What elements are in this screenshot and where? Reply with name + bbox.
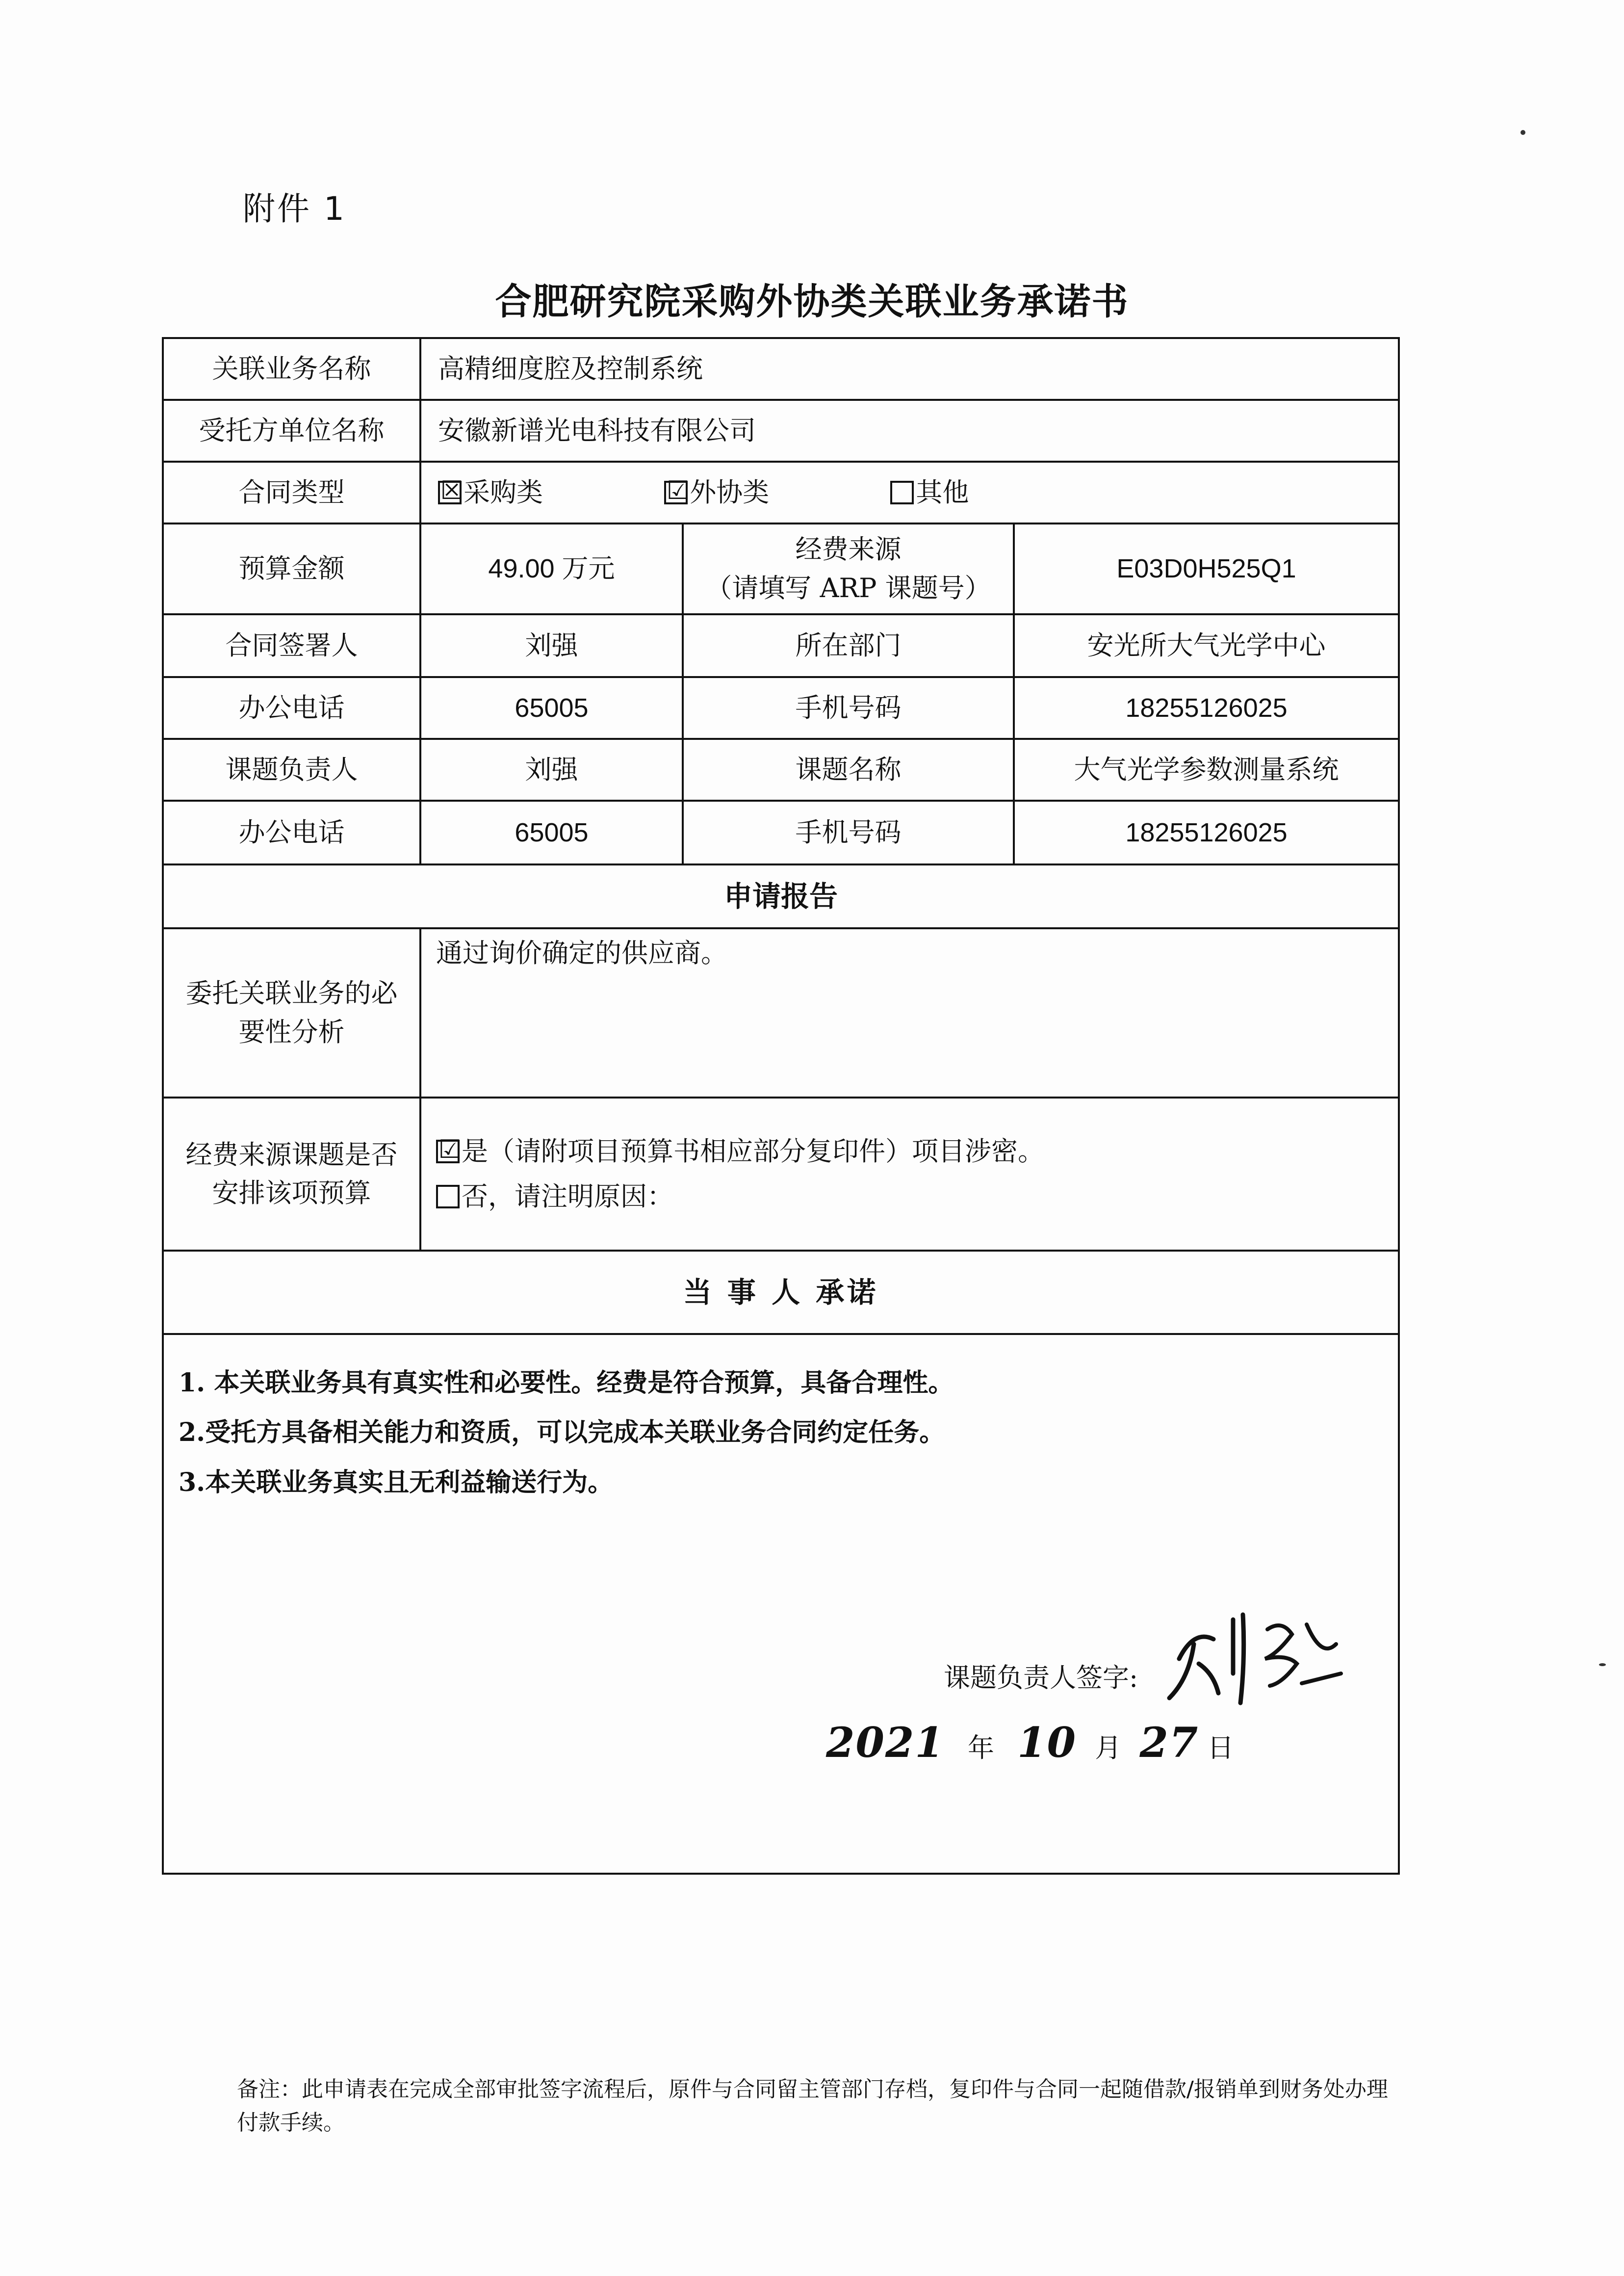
option-purchase[interactable] (438, 473, 543, 512)
department-label: 所在部门 (683, 614, 1014, 677)
budget-value: 49.00 万元 (420, 523, 683, 614)
pledge-item-2: 2.受托方具备相关能力和资质，可以完成本关联业务合同约定任务。 (179, 1417, 945, 1448)
signer-phone-row (163, 677, 1399, 739)
pledge-item-1: 1. 本关联业务具有真实性和必要性。经费是符合预算，具备合理性。 (179, 1368, 954, 1398)
purchase-checkbox[interactable] (438, 475, 464, 505)
contract-type-label: 合同类型 (163, 462, 420, 523)
contract-type-options (420, 462, 1399, 523)
signer-office-phone-value: 65005 (420, 677, 683, 739)
handwritten-signature (1160, 1600, 1346, 1718)
department-value: 安光所大气光学中心 (1014, 614, 1399, 677)
budget-row (163, 523, 1399, 614)
necessity-row (163, 928, 1399, 1098)
business-name-row (163, 338, 1399, 400)
entrusted-unit-row (163, 400, 1399, 462)
budget-yes-text: 是（请附项目预算书相应部分复印件）项目涉密。 (462, 1135, 1044, 1167)
budget-yes-option[interactable] (436, 1132, 1391, 1171)
fund-source-value: E03D0H525Q1 (1014, 523, 1399, 614)
necessity-analysis-label (163, 928, 420, 1098)
budget-no-text: 否，请注明原因： (462, 1181, 673, 1212)
entrusted-unit-value: 安徽新谱光电科技有限公司 (420, 400, 1399, 462)
leader-mobile-value: 18255126025 (1014, 801, 1399, 864)
signer-label: 合同签署人 (163, 614, 420, 677)
purchase-label: 采购类 (464, 476, 543, 508)
budget-arrangement-row (163, 1098, 1399, 1251)
contract-type-row (163, 462, 1399, 523)
signer-mobile-label: 手机号码 (683, 677, 1014, 739)
leader-office-phone-value: 65005 (420, 801, 683, 864)
attachment-label: 附件 1 (243, 190, 346, 228)
purchase-checked-mark: ☒ (440, 475, 464, 505)
outsourcing-checked-mark: ☑ (666, 475, 690, 505)
scan-speck (1599, 1663, 1606, 1666)
leader-phone-row (163, 801, 1399, 864)
application-heading-row (163, 864, 1399, 928)
party-pledge-heading: 当 事 人 承诺 (163, 1251, 1399, 1334)
leader-mobile-label: 手机号码 (683, 801, 1014, 864)
signer-row (163, 614, 1399, 677)
budget-no-option[interactable] (436, 1177, 1391, 1216)
fund-source-label (683, 523, 1014, 614)
other-checkbox[interactable] (890, 481, 914, 504)
business-name-label: 关联业务名称 (163, 338, 420, 400)
signer-office-phone-label: 办公电话 (163, 677, 420, 739)
date-year: 2021 (826, 1718, 945, 1767)
application-report-heading: 申请报告 (163, 864, 1399, 928)
necessity-label-line1: 委托关联业务的必 (185, 978, 398, 1009)
other-label: 其他 (916, 476, 969, 508)
fund-source-label-line2: （请填写 ARP 课题号） (705, 572, 991, 603)
leader-signature-label: 课题负责人签字: (944, 1662, 1138, 1693)
budget-arrangement-label-line2: 安排该项预算 (212, 1177, 371, 1208)
pledge-heading-row (163, 1251, 1399, 1334)
leader-office-phone-label: 办公电话 (163, 801, 420, 864)
project-leader-value: 刘强 (420, 739, 683, 801)
budget-arrangement-options (420, 1098, 1399, 1251)
scan-speck (1521, 130, 1525, 135)
budget-yes-checked-mark: ☑ (438, 1134, 462, 1164)
project-leader-label: 课题负责人 (163, 739, 420, 801)
budget-arrangement-label-line1: 经费来源课题是否 (185, 1139, 398, 1170)
project-name-label: 课题名称 (683, 739, 1014, 801)
signer-value: 刘强 (420, 614, 683, 677)
leader-row (163, 739, 1399, 801)
pledge-item-3: 3.本关联业务真实且无利益输送行为。 (179, 1467, 614, 1497)
pledge-content-row (163, 1334, 1399, 1874)
date-month: 10 (1017, 1718, 1077, 1767)
signature-date (826, 1713, 1234, 1773)
project-name-value: 大气光学参数测量系统 (1014, 739, 1399, 801)
footnote-remark: 备注：此申请表在完成全部审批签字流程后，原件与合同留主管部门存档，复印件与合同一起随借款/报销单到财务处办理付款手续。 (237, 2077, 1388, 2136)
budget-no-checkbox[interactable] (436, 1185, 460, 1208)
date-day-unit: 日 (1207, 1732, 1234, 1763)
document-title: 合肥研究院采购外协类关联业务承诺书 (495, 281, 1129, 323)
necessity-label-line2: 要性分析 (238, 1016, 345, 1047)
necessity-analysis-text: 通过询价确定的供应商。 (420, 928, 1399, 1098)
budget-label: 预算金额 (163, 523, 420, 614)
business-name-value: 高精细度腔及控制系统 (420, 338, 1399, 400)
outsourcing-checkbox[interactable] (664, 475, 690, 505)
option-outsourcing[interactable] (664, 473, 769, 512)
outsourcing-label: 外协类 (690, 476, 770, 508)
signer-mobile-value: 18255126025 (1014, 677, 1399, 739)
budget-arrangement-label (163, 1098, 420, 1251)
entrusted-unit-label: 受托方单位名称 (163, 400, 420, 462)
pledge-content (163, 1334, 1399, 1874)
fund-source-label-line1: 经费来源 (795, 534, 902, 565)
option-other[interactable] (890, 473, 969, 512)
date-year-unit: 年 (967, 1732, 994, 1763)
commitment-form-table (162, 337, 1400, 1875)
date-month-unit: 月 (1095, 1732, 1122, 1763)
budget-yes-checkbox[interactable] (436, 1134, 462, 1164)
date-day: 27 (1139, 1718, 1199, 1767)
